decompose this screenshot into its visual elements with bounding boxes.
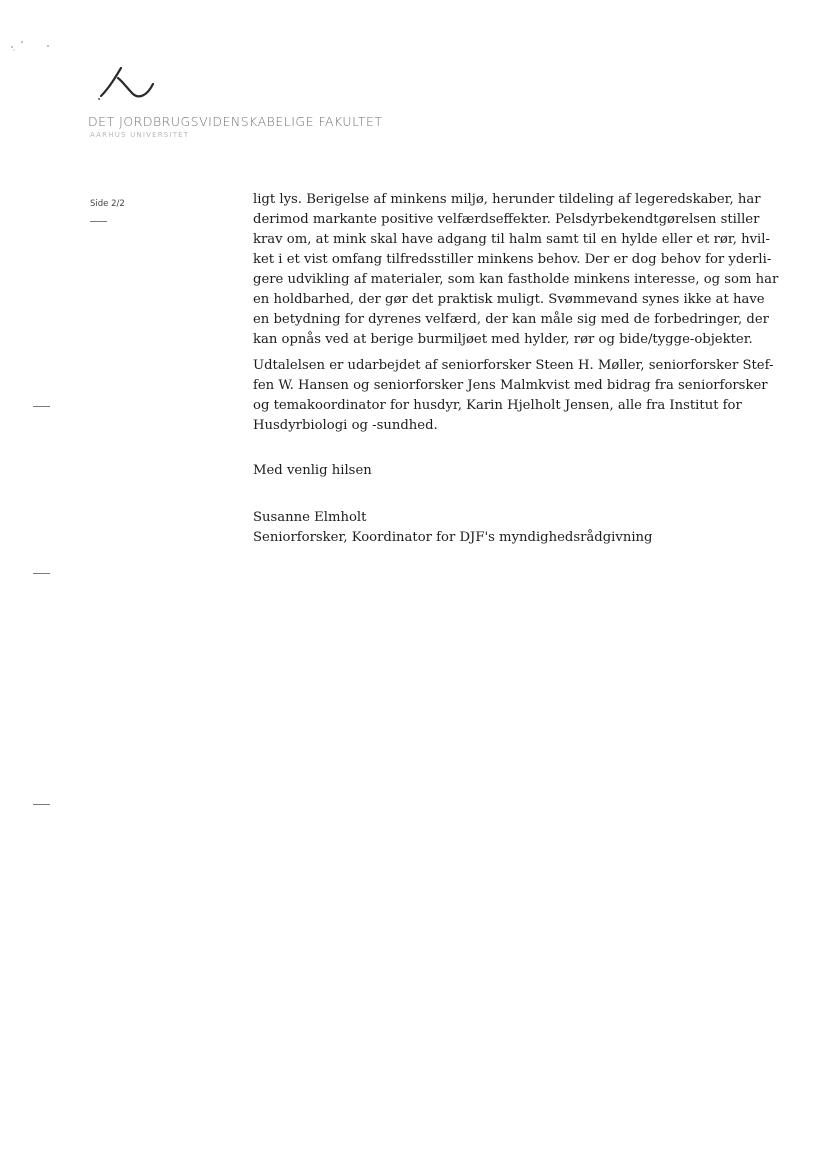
paragraph-enrichment bbox=[253, 190, 779, 350]
university-name: AARHUS UNIVERSITET bbox=[90, 131, 190, 139]
text-line: kan opnås ved at berige burmiljøet med hylder, rør og bide/tygge-objekter. bbox=[253, 332, 753, 347]
text-line: Husdyrbiologi og -sundhed. bbox=[253, 418, 438, 433]
text-line: Udtalelsen er udarbejdet af seniorforsker Steen H. Møller, seniorforsker Stef- bbox=[253, 358, 774, 373]
text-line: derimod markante positive velfærdseffekter. Pelsdyrbekendtgørelsen stiller bbox=[253, 212, 760, 227]
margin-fold-mark bbox=[90, 221, 107, 222]
text-line: fen W. Hansen og seniorforsker Jens Malmkvist med bidrag fra seniorforsker bbox=[253, 378, 768, 393]
university-logo-icon bbox=[97, 66, 159, 106]
text-line: en betydning for dyrenes velfærd, der kan måle sig med de forbedringer, der bbox=[253, 312, 769, 327]
text-line: gere udvikling af materialer, som kan fastholde minkens interesse, og som har bbox=[253, 272, 779, 287]
margin-fold-mark bbox=[33, 573, 50, 574]
page-number: Side 2/2 bbox=[90, 199, 125, 209]
signer-name: Susanne Elmholt bbox=[253, 510, 367, 525]
closing-greeting: Med venlig hilsen bbox=[253, 463, 372, 478]
text-line: krav om, at mink skal have adgang til halm samt til en hylde eller et rør, hvil- bbox=[253, 232, 770, 247]
text-line: og temakoordinator for husdyr, Karin Hjelholt Jensen, alle fra Institut for bbox=[253, 398, 742, 413]
faculty-name: DET JORDBRUGSVIDENSKABELIGE FAKULTET bbox=[88, 114, 383, 129]
text-line: ligt lys. Berigelse af minkens miljø, herunder tildeling af legeredskaber, har bbox=[253, 192, 761, 207]
text-line: ket i et vist omfang tilfredsstiller minkens behov. Der er dog behov for yderli- bbox=[253, 252, 772, 267]
margin-fold-mark bbox=[33, 406, 50, 407]
margin-fold-mark bbox=[33, 804, 50, 805]
signature-block bbox=[253, 508, 652, 548]
signer-title: Seniorforsker, Koordinator for DJF's myndighedsrådgivning bbox=[253, 530, 653, 545]
scan-speck-marks bbox=[8, 38, 58, 54]
paragraph-authors bbox=[253, 356, 774, 436]
letter-body bbox=[253, 190, 779, 436]
text-line: en holdbarhed, der gør det praktisk muligt. Svømmevand synes ikke at have bbox=[253, 292, 765, 307]
